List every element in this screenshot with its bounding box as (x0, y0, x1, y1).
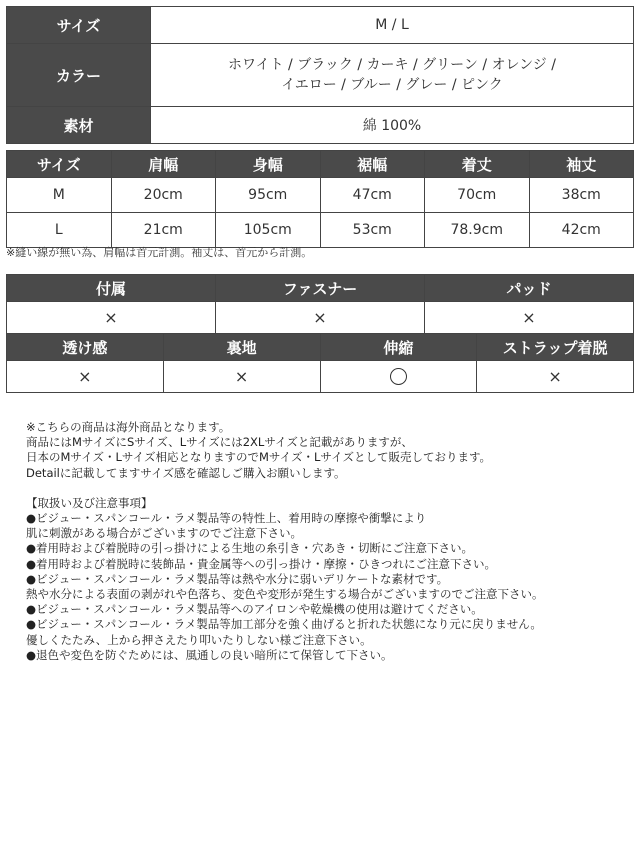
size-table (6, 150, 634, 248)
size-note: ※縫い線が無い為、肩幅は首元計測。袖丈は、首元から計測。 (6, 246, 313, 259)
size-cell: 78.9cm (425, 213, 530, 248)
size-cell: 105cm (216, 213, 321, 248)
table-row (7, 213, 634, 248)
feature-value: × (477, 361, 634, 393)
care-line: ●ビジュー・スパンコール・ラメ製品等加工部分を強く曲げると折れた状態になり元に戻りません。 (26, 617, 542, 632)
care-line: 優しくたたみ、上から押さえたり叩いたりしない様ご注意下さい。 (26, 632, 372, 647)
size-cell: M (7, 178, 112, 213)
feature-value: × (216, 302, 425, 334)
spec-value-material: 綿 100% (151, 107, 634, 144)
feature-value: × (7, 361, 164, 393)
size-cell: 70cm (425, 178, 530, 213)
size-cell: 53cm (320, 213, 425, 248)
size-cell: 20cm (111, 178, 216, 213)
size-cell: 42cm (529, 213, 634, 248)
care-title: 【取扱い及び注意事項】 (26, 495, 153, 510)
size-cell: L (7, 213, 112, 248)
care-line: ●ビジュー・スパンコール・ラメ製品等は熱や水分に弱いデリケートな素材です。 (26, 571, 449, 586)
spec-label-color: カラー (7, 44, 151, 107)
care-line: 熱や水分による表面の剥がれや色落ち、変色や変形が発生する場合がございますのでご注意下さい。 (26, 587, 544, 602)
notes-section (26, 420, 626, 663)
feature-header: パッド (425, 275, 634, 302)
feature-header: 裏地 (163, 334, 320, 361)
size-header: 着丈 (425, 151, 530, 178)
size-header: 身幅 (216, 151, 321, 178)
table-row (7, 178, 634, 213)
size-header-row (7, 151, 634, 178)
size-cell: 38cm (529, 178, 634, 213)
feature-value-stretch (320, 361, 477, 393)
spec-value-size: M / L (151, 7, 634, 44)
spec-color-line-1: ホワイト / ブラック / カーキ / グリーン / オレンジ / (228, 57, 556, 73)
size-cell: 47cm (320, 178, 425, 213)
note-line: 日本のMサイズ・Lサイズ相応となりますのでMサイズ・Lサイズとして販売しております。 (26, 450, 492, 465)
feature-value: × (7, 302, 216, 334)
spec-row-color (7, 44, 634, 107)
size-cell: 95cm (216, 178, 321, 213)
feature-header: 伸縮 (320, 334, 477, 361)
size-cell: 21cm (111, 213, 216, 248)
spec-row-size (7, 7, 634, 44)
features-table-2 (6, 333, 634, 393)
feature-value: × (425, 302, 634, 334)
table-row (7, 361, 634, 393)
spec-label-size: サイズ (7, 7, 151, 44)
features-header-row (7, 334, 634, 361)
feature-value: × (163, 361, 320, 393)
note-line: Detailに記載してますサイズ感を確認しご購入お願いします。 (26, 465, 346, 480)
care-line: 肌に刺激がある場合がございますのでご注意下さい。 (26, 526, 302, 541)
care-line: ●ビジュー・スパンコール・ラメ製品等へのアイロンや乾燥機の使用は避けてください。 (26, 602, 483, 617)
note-line: 商品にはMサイズにSサイズ、Lサイズには2XLサイズと記載がありますが、 (26, 435, 413, 450)
features-header-row (7, 275, 634, 302)
size-header: 裾幅 (320, 151, 425, 178)
size-header: 肩幅 (111, 151, 216, 178)
feature-header: ストラップ着脱 (477, 334, 634, 361)
size-header: 袖丈 (529, 151, 634, 178)
note-line: ※こちらの商品は海外商品となります。 (26, 420, 231, 434)
care-line: ●退色や変色を防ぐためには、風通しの良い暗所にて保管して下さい。 (26, 647, 393, 662)
care-line: ●着用時および着脱時に装飾品・貴金属等への引っ掛け・摩擦・ひきつれにご注意下さい。 (26, 556, 497, 571)
spec-row-material (7, 107, 634, 144)
table-row (7, 302, 634, 334)
features-table-1 (6, 274, 634, 334)
spec-table (6, 6, 634, 144)
spec-value-color (151, 44, 634, 107)
care-line: ●ビジュー・スパンコール・ラメ製品等の特性上、着用時の摩擦や衝撃により (26, 511, 427, 526)
care-line: ●着用時および着脱時の引っ掛けによる生地の糸引き・穴あき・切断にご注意下さい。 (26, 541, 474, 556)
feature-header: ファスナー (216, 275, 425, 302)
feature-header: 透け感 (7, 334, 164, 361)
circle-mark-icon (390, 368, 407, 385)
spec-color-line-2: イエロー / ブルー / グレー / ピンク (281, 77, 503, 93)
size-header: サイズ (7, 151, 112, 178)
spec-label-material: 素材 (7, 107, 151, 144)
feature-header: 付属 (7, 275, 216, 302)
